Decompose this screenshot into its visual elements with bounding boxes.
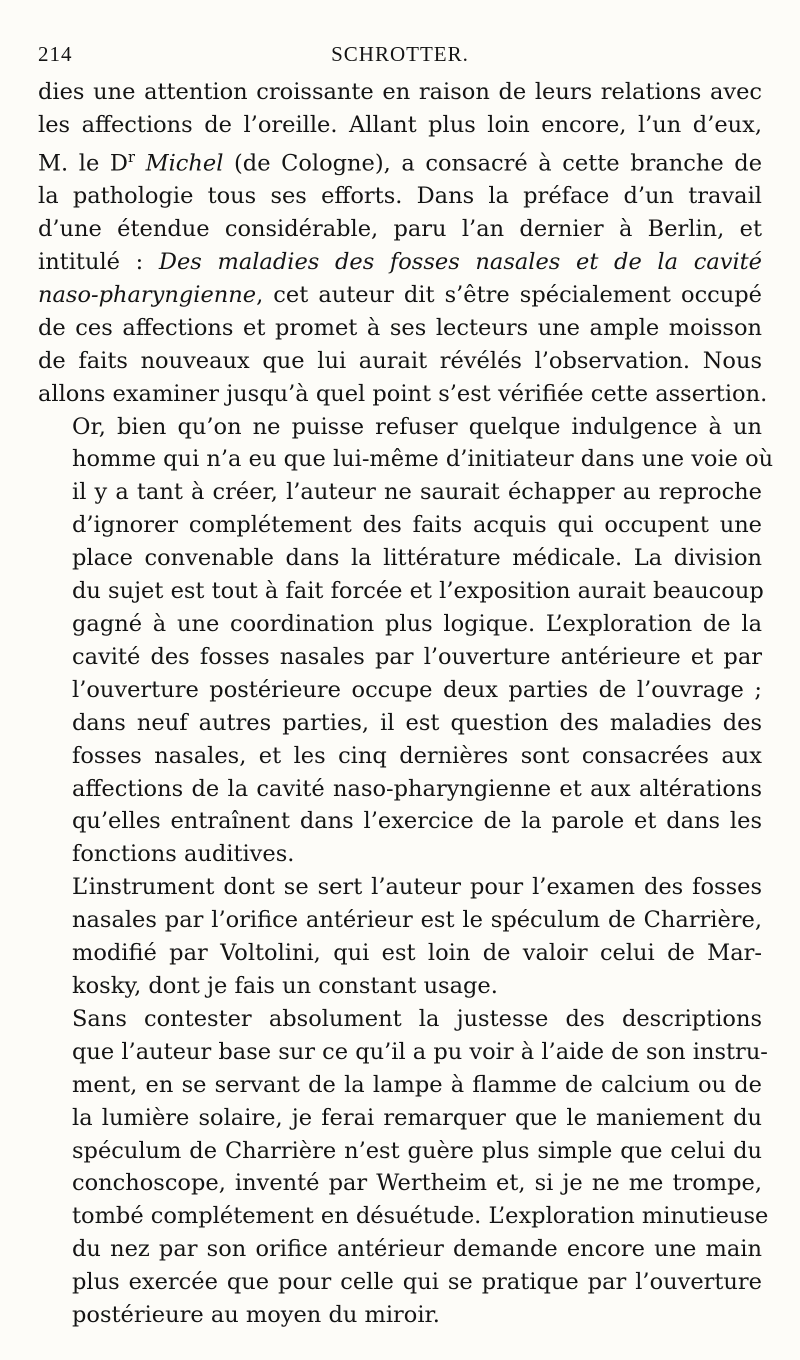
text-line: du sujet est tout à fait forcée et l’exposition aurait beaucoup bbox=[72, 578, 764, 605]
text-line: tombé complétement en désuétude. L’exploration minutieuse bbox=[72, 1203, 769, 1230]
text-line: les affections de l’oreille. Allant plus loin encore, l’un d’eux, bbox=[38, 111, 762, 138]
text-line: fosses nasales, et les cinq dernières sont consacrées aux bbox=[72, 742, 762, 769]
text-line: cavité des fosses nasales par l’ouverture antérieure et par bbox=[72, 643, 762, 670]
text-line: qu’elles entraînent dans l’exercice de la parole et dans les bbox=[72, 808, 762, 835]
page-number: 214 bbox=[38, 42, 73, 66]
text-line: Or, bien qu’on ne puisse refuser quelque indulgence à un bbox=[72, 413, 762, 440]
text-line: gagné à une coordination plus logique. L’exploration de la bbox=[72, 611, 762, 637]
text-line: postérieure au moyen du miroir. bbox=[72, 1302, 440, 1329]
text-line: L’instrument dont se sert l’auteur pour l’examen des fosses bbox=[72, 874, 762, 901]
text-line: conchoscope, inventé par Wertheim et, si je ne me trompe, bbox=[72, 1170, 762, 1197]
text-line: modifié par Voltolini, qui est loin de valoir celui de Mar- bbox=[72, 940, 762, 967]
paragraph bbox=[38, 411, 774, 872]
text-line: naso-pharyngienne, cet auteur dit s’être spécialement occupé bbox=[38, 281, 762, 308]
text-line: nasales par l’orifice antérieur est le spéculum de Charrière, bbox=[72, 907, 762, 934]
text-line: la lumière solaire, je ferai remarquer que le maniement du bbox=[72, 1104, 762, 1131]
text-line: de faits nouveaux que lui aurait révélés l’observation. Nous bbox=[38, 347, 762, 374]
text-line: M. le $D^r$ Michel (de Cologne), a consacré à cette branche de bbox=[38, 148, 763, 177]
text-line: affections de la cavité naso-pharyngienne et aux altérations bbox=[72, 775, 762, 802]
text-line: fonctions auditives. bbox=[72, 841, 295, 868]
text-line: d’ignorer complétement des faits acquis qui occupent une bbox=[72, 512, 762, 539]
text-line: Sans contester absolument la justesse des descriptions bbox=[72, 1005, 762, 1032]
text-line: intitulé : Des maladies des fosses nasales et de la cavité bbox=[38, 249, 762, 276]
paragraph bbox=[38, 76, 768, 411]
text-line: la pathologie tous ses efforts. Dans la préface d’un travail bbox=[38, 183, 762, 210]
text-line: dans neuf autres parties, il est question des maladies des bbox=[72, 709, 762, 736]
text-line: place convenable dans la littérature médicale. La division bbox=[72, 545, 762, 572]
running-title: SCHROTTER. bbox=[331, 42, 469, 66]
body-text bbox=[38, 76, 774, 1332]
text-line: il y a tant à créer, l’auteur ne saurait échapper au reproche bbox=[72, 479, 762, 506]
text-line: dies une attention croissante en raison de leurs relations avec bbox=[38, 79, 762, 105]
text-line: allons examiner jusqu’à quel point s’est vérifiée cette assertion. bbox=[38, 380, 768, 407]
text-line: que l’auteur base sur ce qu’il a pu voir à l’aide de son instru- bbox=[72, 1038, 768, 1065]
text-line: du nez par son orifice antérieur demande encore une main bbox=[72, 1236, 762, 1263]
running-head bbox=[38, 36, 762, 76]
paragraph bbox=[38, 871, 762, 1003]
text-line: ment, en se servant de la lampe à flamme de calcium ou de bbox=[72, 1071, 762, 1098]
text-line: homme qui n’a eu que lui-même d’initiateur dans une voie où bbox=[72, 446, 774, 473]
text-line: plus exercée que pour celle qui se pratique par l’ouverture bbox=[72, 1269, 762, 1296]
text-line: spéculum de Charrière n’est guère plus simple que celui du bbox=[72, 1137, 762, 1164]
text-line: l’ouverture postérieure occupe deux parties de l’ouvrage ; bbox=[72, 676, 762, 703]
text-line: d’une étendue considérable, paru l’an dernier à Berlin, et bbox=[38, 216, 762, 243]
text-line: de ces affections et promet à ses lecteurs une ample moisson bbox=[38, 314, 762, 341]
text-line: kosky, dont je fais un constant usage. bbox=[72, 972, 498, 999]
paragraph bbox=[38, 1003, 769, 1332]
